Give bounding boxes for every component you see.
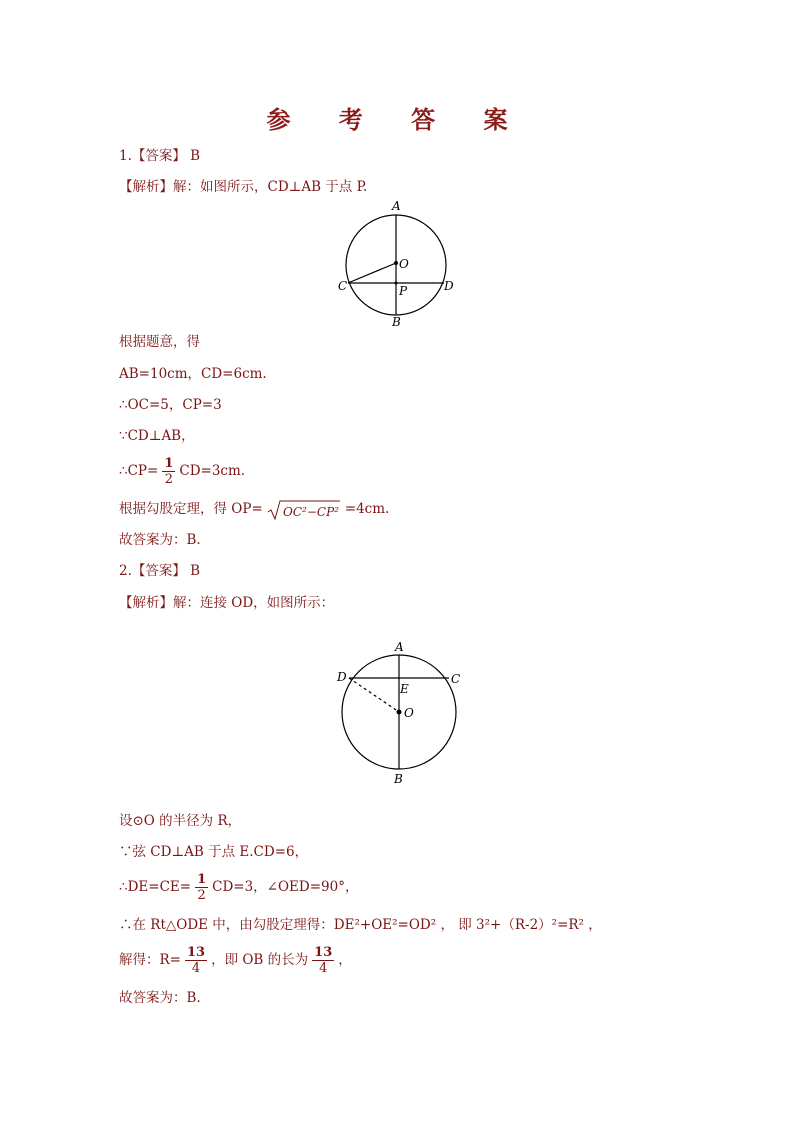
q2-answer: 2.【答案】 B bbox=[119, 563, 201, 579]
q2-label-a: A bbox=[395, 640, 404, 654]
q1-label-d: D bbox=[444, 279, 454, 293]
q2-line3 bbox=[119, 871, 358, 903]
q1-line1: 根据题意，得 bbox=[119, 334, 200, 350]
q1-label-a: A bbox=[392, 199, 401, 213]
fraction-numerator: 13 bbox=[314, 945, 333, 960]
q1-sqrt-radicand: OC²−CP² bbox=[282, 504, 339, 519]
q1-line7: 故答案为：B. bbox=[119, 532, 201, 548]
q1-point-p bbox=[395, 282, 398, 285]
q2-circle-figure bbox=[332, 636, 467, 788]
q1-radius-oc bbox=[348, 263, 396, 283]
q2-line3-post: CD=3，∠OED=90°， bbox=[212, 879, 359, 895]
q2-label-o: O bbox=[404, 706, 414, 720]
q2-line5 bbox=[119, 944, 352, 976]
q2-line5-mid: ，即 OB 的长为 bbox=[211, 952, 309, 968]
q1-line2: AB=10cm，CD=6cm. bbox=[119, 366, 267, 382]
q1-center-dot bbox=[394, 261, 398, 265]
q1-line6-pre: 根据勾股定理，得 OP= bbox=[119, 501, 263, 517]
q1-label-p: P bbox=[399, 284, 408, 298]
q2-line2: ∵弦 CD⊥AB 于点 E.CD=6， bbox=[119, 844, 309, 860]
q2-dashed-od bbox=[349, 678, 399, 712]
q2-analysis: 【解析】解：连接 OD，如图所示： bbox=[119, 595, 335, 611]
fraction-numerator: 1 bbox=[164, 456, 174, 471]
q1-line5 bbox=[119, 455, 245, 487]
q1-half-fraction bbox=[162, 456, 175, 487]
q2-line1: 设⊙O 的半径为 R， bbox=[119, 813, 242, 829]
q1-line5-pre: ∴CP= bbox=[119, 463, 159, 479]
q1-label-b: B bbox=[392, 315, 401, 329]
q2-label-b: B bbox=[394, 772, 403, 786]
fraction-numerator: 1 bbox=[197, 872, 207, 887]
q1-line6-post: =4cm. bbox=[344, 501, 390, 517]
fraction-denominator: 4 bbox=[191, 961, 201, 976]
q2-fraction-r bbox=[185, 945, 207, 976]
fraction-numerator: 13 bbox=[186, 945, 206, 960]
q1-sqrt-expression bbox=[267, 499, 341, 521]
q1-analysis: 【解析】解：如图所示，CD⊥AB 于点 P. bbox=[119, 179, 368, 195]
q2-half-fraction bbox=[195, 872, 208, 903]
q1-label-c: C bbox=[338, 279, 348, 293]
page-title: 参 考 答 案 bbox=[266, 105, 528, 134]
q1-line5-post: CD=3cm. bbox=[179, 463, 246, 479]
q2-center-dot bbox=[397, 710, 402, 715]
q1-circle-figure bbox=[330, 198, 460, 330]
fraction-denominator: 4 bbox=[319, 961, 328, 976]
q1-line6 bbox=[119, 496, 389, 522]
q1-line4: ∵CD⊥AB， bbox=[119, 428, 195, 444]
q2-fraction-ob bbox=[312, 945, 334, 976]
q1-line3: ∴OC=5，CP=3 bbox=[119, 397, 222, 413]
q1-answer: 1.【答案】 B bbox=[119, 148, 201, 164]
q2-label-c: C bbox=[451, 672, 461, 686]
q2-line4: ∴在 Rt△ODE 中，由勾股定理得：DE²+OE²=OD² ， 即 3²+（R-2）²=R² ， bbox=[119, 917, 602, 933]
q2-line3-pre: ∴DE=CE= bbox=[119, 879, 192, 895]
q2-line5-post: ， bbox=[338, 952, 352, 968]
q2-label-e: E bbox=[400, 682, 409, 696]
fraction-denominator: 2 bbox=[164, 472, 173, 487]
q2-label-d: D bbox=[337, 670, 347, 684]
fraction-denominator: 2 bbox=[197, 888, 206, 903]
q1-label-o: O bbox=[399, 257, 409, 271]
q2-line5-pre: 解得：R= bbox=[119, 952, 181, 968]
q2-line6: 故答案为：B. bbox=[119, 990, 201, 1006]
